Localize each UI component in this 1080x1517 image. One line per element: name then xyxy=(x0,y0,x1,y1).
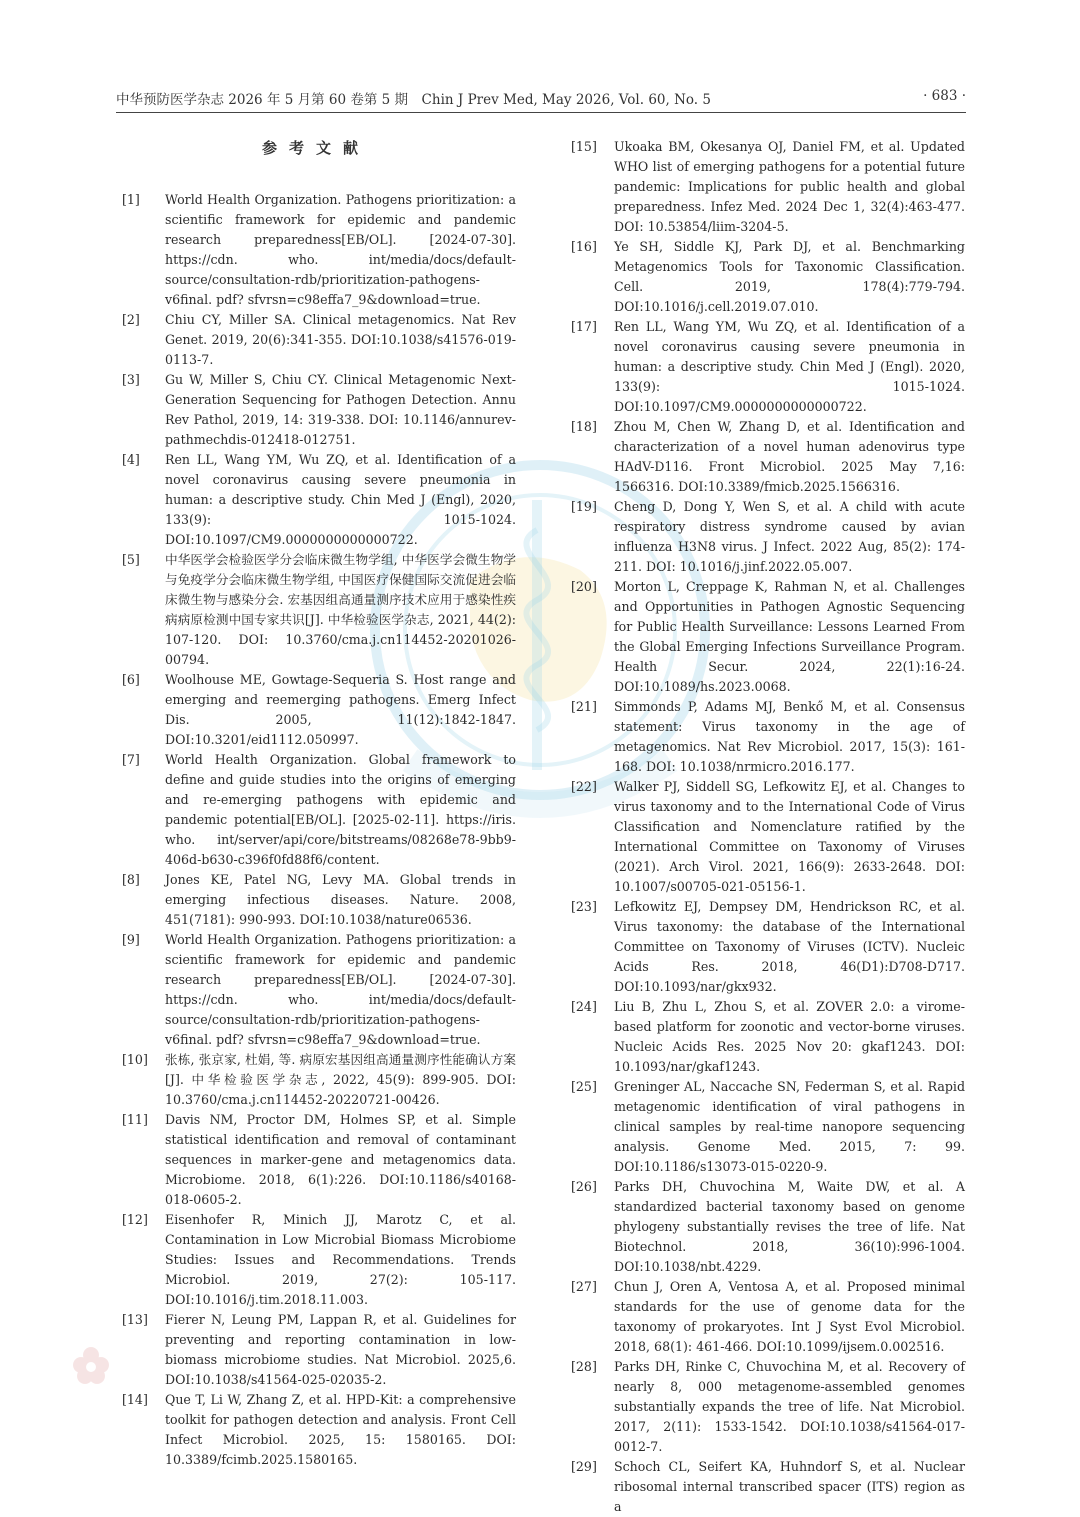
reference-text: Jones KE, Patel NG, Levy MA. Global trends in emerging infectious diseases. Nature. 2008, 451(7181): 990-993. DOI:10.1038/nature06536. xyxy=(165,872,516,927)
reference-item xyxy=(565,317,965,417)
reference-item xyxy=(116,550,516,670)
reference-item xyxy=(565,1177,965,1277)
journal-citation: 中华预防医学杂志 2026 年 5 月第 60 卷第 5 期 Chin J Prev Med, May 2026, Vol. 60, No. 5 xyxy=(116,92,711,108)
reference-item xyxy=(565,497,965,577)
running-header xyxy=(116,88,966,108)
reference-text: Parks DH, Chuvochina M, Waite DW, et al. A standardized bacterial taxonomy based on genome phylogeny substantially revises the tree of life. Nat Biotechnol. 2018, 36(10):996-1004. DOI:10.1038/nbt.4229. xyxy=(614,1179,965,1274)
reference-text: Ren LL, Wang YM, Wu ZQ, et al. Identification of a novel coronavirus causing severe pneumonia in human: a descriptive study. Chin Med J (Engl). 2020, 133(9): 1015-1024. DOI:10.1097/CM9.0000000000000722. xyxy=(614,319,965,414)
reference-text: World Health Organization. Pathogens prioritization: a scientific framework for epidemic and pandemic research preparedness[EB/OL]. [2024-07-30]. https://cdn. who. int/media/docs/default-source/consultation-rdb/prioritization-pathogens-v6final. pdf? sfvrsn=c98effa7_9&download=true. xyxy=(165,932,516,1047)
reference-number: [4] xyxy=(122,452,140,467)
reference-item xyxy=(116,1210,516,1310)
reference-item xyxy=(116,370,516,450)
reference-number: [22] xyxy=(571,779,597,794)
reference-item xyxy=(116,670,516,750)
page-number: · 683 · xyxy=(923,88,966,104)
reference-item xyxy=(565,997,965,1077)
reference-item xyxy=(565,1077,965,1177)
reference-text: Fierer N, Leung PM, Lappan R, et al. Guidelines for preventing and reporting contamination in low-biomass microbiome studies. Nat Microbiol. 2025,6. DOI:10.1038/s41564-025-02035-2. xyxy=(165,1312,516,1387)
reference-number: [9] xyxy=(122,932,140,947)
reference-item xyxy=(116,870,516,930)
reference-text: Chiu CY, Miller SA. Clinical metagenomics. Nat Rev Genet. 2019, 20(6):341-355. DOI:10.1038/s41576-019-0113-7. xyxy=(165,312,516,367)
reference-text: Ren LL, Wang YM, Wu ZQ, et al. Identification of a novel coronavirus causing severe pneumonia in human: a descriptive study. Chin Med J (Engl), 2020, 133(9): 1015-1024. DOI:10.1097/CM9.0000000000000722. xyxy=(165,452,516,547)
reference-text: Chun J, Oren A, Ventosa A, et al. Proposed minimal standards for the use of genome data for the taxonomy of prokaryotes. Int J Syst Evol Microbiol. 2018, 68(1): 461-466. DOI:10.1099/ijsem.0.002516. xyxy=(614,1279,965,1354)
reference-number: [13] xyxy=(122,1312,148,1327)
reference-item xyxy=(565,777,965,897)
reference-number: [14] xyxy=(122,1392,148,1407)
reference-text: Lefkowitz EJ, Dempsey DM, Hendrickson RC, et al. Virus taxonomy: the database of the International Committee on Taxonomy of Viruses (ICTV). Nucleic Acids Res. 2018, 46(D1):D708-D717. DOI:10.1093/nar/gkx932. xyxy=(614,899,965,994)
reference-number: [8] xyxy=(122,872,140,887)
reference-number: [24] xyxy=(571,999,597,1014)
reference-number: [5] xyxy=(122,552,140,567)
reference-text: Zhou M, Chen W, Zhang D, et al. Identification and characterization of a novel human adenovirus type HAdV-D116. Front Microbiol. 2025 May 7,16: 1566316. DOI:10.3389/fmicb.2025.1566316. xyxy=(614,419,965,494)
section-title: 参考文献 xyxy=(261,139,370,157)
reference-item xyxy=(565,577,965,697)
reference-number: [17] xyxy=(571,319,597,334)
reference-text: Walker PJ, Siddell SG, Lefkowitz EJ, et al. Changes to virus taxonomy and to the International Code of Virus Classification and Nomenclature ratified by the International Committee on Taxonomy of Viruses (2021). Arch Virol. 2021, 166(9): 2633-2648. DOI: 10.1007/s00705-021-05156-1. xyxy=(614,779,965,894)
reference-text: World Health Organization. Global framework to define and guide studies into the origins of emerging and re-emerging pathogens with epidemic and pandemic potential[EB/OL]. [2025-02-11]. https://iris. who. int/server/api/core/bitstreams/08268e78-9bb9-406d-b630-c396f0fd88f6/content. xyxy=(165,752,516,867)
reference-text: Greninger AL, Naccache SN, Federman S, et al. Rapid metagenomic identification of viral pathogens in clinical samples by real-time nanopore sequencing analysis. Genome Med. 2015, 7: 99. DOI:10.1186/s13073-015-0220-9. xyxy=(614,1079,965,1174)
reference-number: [10] xyxy=(122,1052,148,1067)
reference-item xyxy=(565,417,965,497)
references-right-column xyxy=(565,137,965,1517)
reference-item xyxy=(116,1110,516,1210)
reference-text: Simmonds P, Adams MJ, Benkő M, et al. Consensus statement: Virus taxonomy in the age of metagenomics. Nat Rev Microbiol. 2017, 15(3): 161-168. DOI: 10.1038/nrmicro.2016.177. xyxy=(614,699,965,774)
reference-number: [25] xyxy=(571,1079,597,1094)
reference-text: Liu B, Zhu L, Zhou S, et al. ZOVER 2.0: a virome-based platform for zoonotic and vector-borne viruses. Nucleic Acids Res. 2025 Nov 20: gkaf1243. DOI: 10.1093/nar/gkaf1243. xyxy=(614,999,965,1074)
reference-item xyxy=(116,310,516,370)
reference-item xyxy=(116,190,516,310)
reference-item xyxy=(116,450,516,550)
header-rule xyxy=(116,112,966,113)
publisher-logo xyxy=(68,1345,488,1385)
reference-item xyxy=(565,137,965,237)
reference-text: World Health Organization. Pathogens prioritization: a scientific framework for epidemic and pandemic research preparedness[EB/OL]. [2024-07-30]. https://cdn. who. int/media/docs/default-source/consultation-rdb/prioritization-pathogens-v6final. pdf? sfvrsn=c98effa7_9&download=true. xyxy=(165,192,516,307)
reference-item xyxy=(116,930,516,1050)
reference-number: [11] xyxy=(122,1112,148,1127)
reference-item xyxy=(565,897,965,997)
reference-item xyxy=(565,1277,965,1357)
reference-number: [6] xyxy=(122,672,140,687)
reference-number: [29] xyxy=(571,1459,597,1474)
reference-number: [18] xyxy=(571,419,597,434)
flower-logo-icon xyxy=(68,1345,114,1385)
reference-number: [19] xyxy=(571,499,597,514)
reference-number: [21] xyxy=(571,699,597,714)
reference-item xyxy=(565,697,965,777)
reference-item xyxy=(116,750,516,870)
reference-text: Cheng D, Dong Y, Wen S, et al. A child with acute respiratory distress syndrome caused by avian influenza H3N8 virus. J Infect. 2022 Aug, 85(2): 174-211. DOI: 10.1016/j.jinf.2022.05.007. xyxy=(614,499,965,574)
reference-number: [28] xyxy=(571,1359,597,1374)
reference-number: [23] xyxy=(571,899,597,914)
reference-item xyxy=(565,1357,965,1457)
reference-number: [2] xyxy=(122,312,140,327)
reference-item xyxy=(116,1390,516,1470)
reference-text: 张栋, 张京家, 杜娟, 等. 病原宏基因组高通量测序性能确认方案 [J]. 中华检验医学杂志, 2022, 45(9): 899-905. DOI: 10.3760/cma.j.cn114452-20220721-00426. xyxy=(165,1052,516,1107)
reference-number: [16] xyxy=(571,239,597,254)
references-left-column xyxy=(116,190,516,1470)
reference-item xyxy=(116,1050,516,1110)
reference-item xyxy=(565,237,965,317)
reference-text: Davis NM, Proctor DM, Holmes SP, et al. Simple statistical identification and removal of contaminant sequences in marker-gene and metagenomics data. Microbiome. 2018, 6(1):226. DOI:10.1186/s40168-018-0605-2. xyxy=(165,1112,516,1207)
reference-text: Ye SH, Siddle KJ, Park DJ, et al. Benchmarking Metagenomics Tools for Taxonomic Classification. Cell. 2019, 178(4):779-794. DOI:10.1016/j.cell.2019.07.010. xyxy=(614,239,965,314)
reference-number: [26] xyxy=(571,1179,597,1194)
reference-number: [1] xyxy=(122,192,140,207)
reference-number: [7] xyxy=(122,752,140,767)
reference-text: Morton L, Creppage K, Rahman N, et al. Challenges and Opportunities in Pathogen Agnostic Sequencing for Public Health Surveillance: Lessons Learned From the Global Emerging Infections Surveillance Program. Health Secur. 2024, 22(1):16-24. DOI:10.1089/hs.2023.0068. xyxy=(614,579,965,694)
reference-number: [27] xyxy=(571,1279,597,1294)
reference-text: Eisenhofer R, Minich JJ, Marotz C, et al. Contamination in Low Microbial Biomass Microbiome Studies: Issues and Recommendations. Trends Microbiol. 2019, 27(2): 105-117. DOI:10.1016/j.tim.2018.11.003. xyxy=(165,1212,516,1307)
reference-number: [12] xyxy=(122,1212,148,1227)
reference-text: 中华医学会检验医学分会临床微生物学组, 中华医学会微生物学与免疫学分会临床微生物学组, 中国医疗保健国际交流促进会临床微生物与感染分会. 宏基因组高通量测序技术应用于感染性疾病病原检测中国专家共识[J]. 中华检验医学杂志, 2021, 44(2): 107-120. DOI: 10.3760/cma.j.cn114452-20201026-00794. xyxy=(165,552,516,667)
reference-text: Schoch CL, Seifert KA, Huhndorf S, et al. Nuclear ribosomal internal transcribed spacer (ITS) region as a xyxy=(614,1459,965,1514)
reference-text: Woolhouse ME, Gowtage-Sequeria S. Host range and emerging and reemerging pathogens. Emerg Infect Dis. 2005, 11(12):1842-1847. DOI:10.3201/eid1112.050997. xyxy=(165,672,516,747)
reference-text: Que T, Li W, Zhang Z, et al. HPD-Kit: a comprehensive toolkit for pathogen detection and analysis. Front Cell Infect Microbiol. 2025, 15: 1580165. DOI: 10.3389/fcimb.2025.1580165. xyxy=(165,1392,516,1467)
reference-number: [3] xyxy=(122,372,140,387)
reference-item xyxy=(565,1457,965,1517)
reference-text: Gu W, Miller S, Chiu CY. Clinical Metagenomic Next-Generation Sequencing for Pathogen Detection. Annu Rev Pathol, 2019, 14: 319-338. DOI: 10.1146/annurev-pathmechdis-012418-012751. xyxy=(165,372,516,447)
reference-number: [15] xyxy=(571,139,597,154)
reference-text: Parks DH, Rinke C, Chuvochina M, et al. Recovery of nearly 8, 000 metagenome-assembled genomes substantially expands the tree of life. Nat Microbiol. 2017, 2(11): 1533-1542. DOI:10.1038/s41564-017-0012-7. xyxy=(614,1359,965,1454)
reference-text: Ukoaka BM, Okesanya OJ, Daniel FM, et al. Updated WHO list of emerging pathogens for a potential future pandemic: Implications for public health and global preparedness. Infez Med. 2024 Dec 1, 32(4):463-477. DOI: 10.53854/liim-3204-5. xyxy=(614,139,965,234)
reference-number: [20] xyxy=(571,579,597,594)
